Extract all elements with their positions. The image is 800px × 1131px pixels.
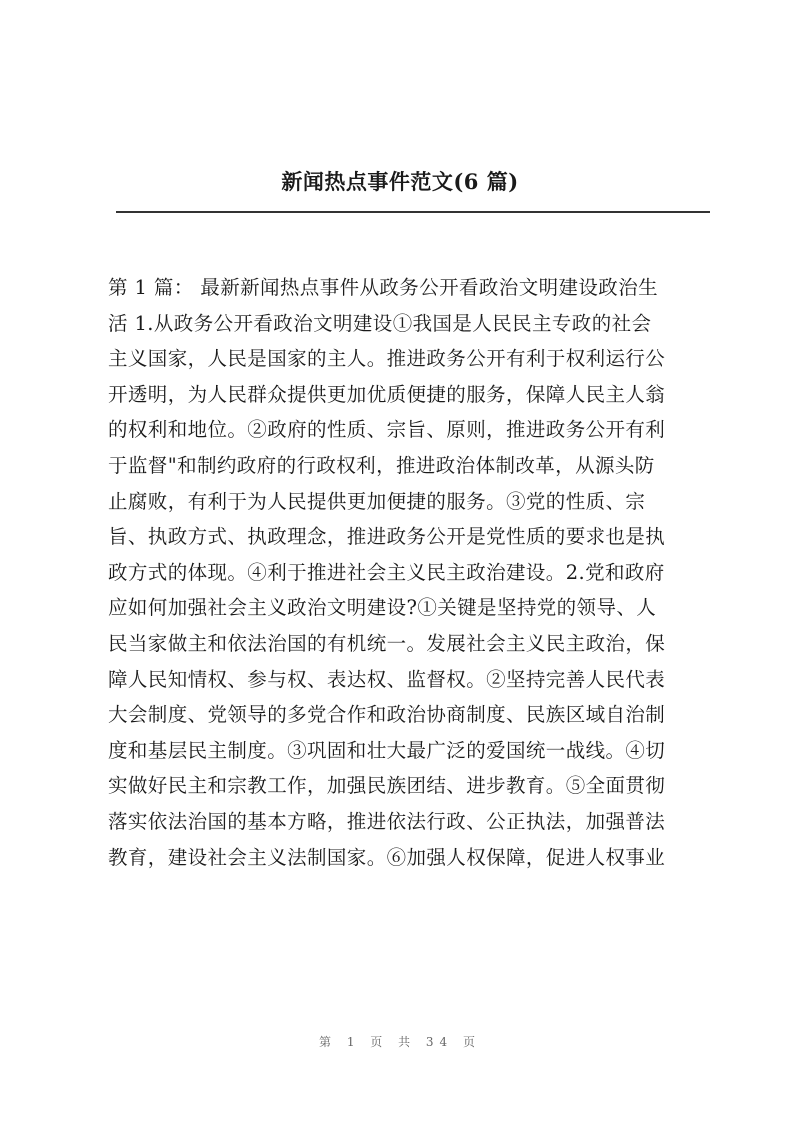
- body-line: 旨、执政方式、执政理念，推进政务公开是党性质的要求也是执: [108, 525, 666, 549]
- body-line: 应如何加强社会主义政治文明建设?①关键是坚持党的领导、人: [108, 596, 657, 620]
- document-body: [108, 270, 708, 875]
- body-line: 实做好民主和宗教工作，加强民族团结、进步教育。⑤全面贯彻: [108, 774, 666, 798]
- document-title: 新闻热点事件范文(6 篇): [281, 169, 519, 194]
- body-line: 开透明，为人民群众提供更加优质便捷的服务，保障人民主人翁: [108, 382, 666, 406]
- body-line: 止腐败，有利于为人民提供更加便捷的服务。③党的性质、宗: [108, 489, 646, 513]
- body-line: 度和基层民主制度。③巩固和壮大最广泛的爱国统一战线。④切: [108, 738, 666, 762]
- page-number-footer: 第 1 页 共 34 页: [319, 1035, 481, 1049]
- body-line: 政方式的体现。④利于推进社会主义民主政治建设。2.党和政府: [108, 560, 665, 584]
- body-line: 第 1 篇： 最新新闻热点事件从政务公开看政治文明建设政治生: [108, 276, 659, 299]
- body-line: 主义国家，人民是国家的主人。推进政务公开有利于权利运行公: [108, 347, 666, 371]
- body-line: 大会制度、党领导的多党合作和政治协商制度、民族区域自治制: [108, 703, 666, 727]
- body-line: 民当家做主和依法治国的有机统一。发展社会主义民主政治，保: [108, 631, 666, 655]
- body-line: 障人民知情权、参与权、表达权、监督权。②坚持完善人民代表: [108, 667, 666, 691]
- body-line: 落实依法治国的基本方略，推进依法行政、公正执法，加强普法: [108, 809, 666, 833]
- body-line: 活 1.从政务公开看政治文明建设①我国是人民民主专政的社会: [108, 311, 652, 335]
- title-divider: [116, 211, 710, 213]
- body-line: 的权利和地位。②政府的性质、宗旨、原则，推进政务公开有利: [108, 418, 666, 442]
- body-line: 于监督"和制约政府的行政权利，推进政治体制改革，从源头防: [108, 453, 655, 477]
- body-line: 教育，建设社会主义法制国家。⑥加强人权保障，促进人权事业: [108, 845, 666, 869]
